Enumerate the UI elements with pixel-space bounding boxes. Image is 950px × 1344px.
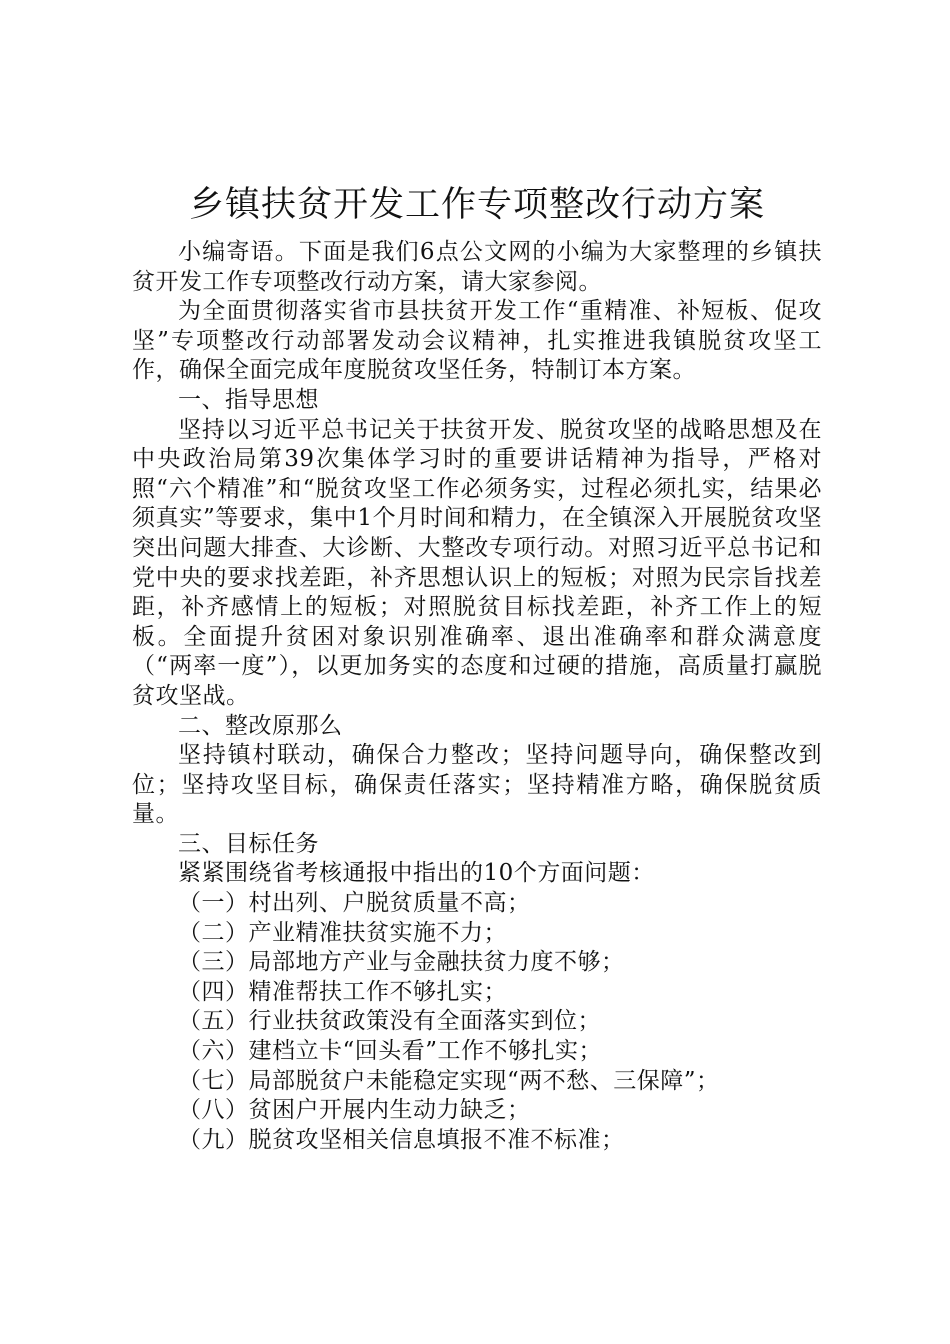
- list-item: （七）局部脱贫户未能稳定实现“两不愁、三保障”；: [178, 1067, 720, 1094]
- list-item: （二）产业精准扶贫实施不力；: [178, 919, 507, 946]
- section-heading-principles: 二、整改原那么: [178, 712, 343, 739]
- purpose-paragraph: 为全面贯彻落实省市县扶贫开发工作“重精准、补短板、促攻坚”专项整改行动部署发动会议精神，扎实推进我镇脱贫攻坚工作，确保全面完成年度脱贫攻坚任务，特制订本方案。: [132, 298, 822, 384]
- issue-list: [132, 889, 822, 1155]
- document-title: 乡镇扶贫开发工作专项整改行动方案: [188, 185, 765, 225]
- guiding-thought-paragraph: 坚持以习近平总书记关于扶贫开发、脱贫攻坚的战略思想及在中央政治局第39次集体学习时的重要讲话精神为指导，严格对照“六个精准”和“脱贫攻坚工作必须务实，过程必须扎实，结果必须真实”等要求，集中1个月时间和精力，在全镇深入开展脱贫攻坚突出问题大排查、大诊断、大整改专项行动。对照习近平总书记和党中央的要求找差距，补齐思想认识上的短板；对照为民宗旨找差距，补齐感情上的短板；对照脱贫目标找差距，补齐工作上的短板。全面提升贫困对象识别准确率、退出准确率和群众满意度（“两率一度”），以更加务实的态度和过硬的措施，高质量打赢脱贫攻坚战。: [132, 416, 822, 709]
- list-item: （八）贫困户开展内生动力缺乏；: [178, 1097, 531, 1124]
- document-page: [132, 178, 822, 1155]
- list-item: （三）局部地方产业与金融扶贫力度不够；: [178, 949, 625, 976]
- list-item: （一）村出列、户脱贫质量不高；: [178, 890, 531, 917]
- list-item: （九）脱贫攻坚相关信息填报不准不标准；: [178, 1126, 625, 1153]
- intro-paragraph: 小编寄语。下面是我们6点公文网的小编为大家整理的乡镇扶贫开发工作专项整改行动方案，请大家参阅。: [132, 239, 822, 295]
- section-heading-guiding-thought: 一、指导思想: [178, 386, 319, 413]
- list-item: （五）行业扶贫政策没有全面落实到位；: [178, 1008, 601, 1035]
- principles-paragraph: 坚持镇村联动，确保合力整改；坚持问题导向，确保整改到位；坚持攻坚目标，确保责任落实；坚持精准方略，确保脱贫质量。: [132, 742, 822, 828]
- list-item: （四）精准帮扶工作不够扎实；: [178, 978, 507, 1005]
- section-heading-tasks: 三、目标任务: [178, 830, 319, 857]
- list-item: （六）建档立卡“回头看”工作不够扎实；: [178, 1038, 603, 1065]
- tasks-lead-paragraph: 紧紧围绕省考核通报中指出的10个方面问题：: [178, 860, 655, 887]
